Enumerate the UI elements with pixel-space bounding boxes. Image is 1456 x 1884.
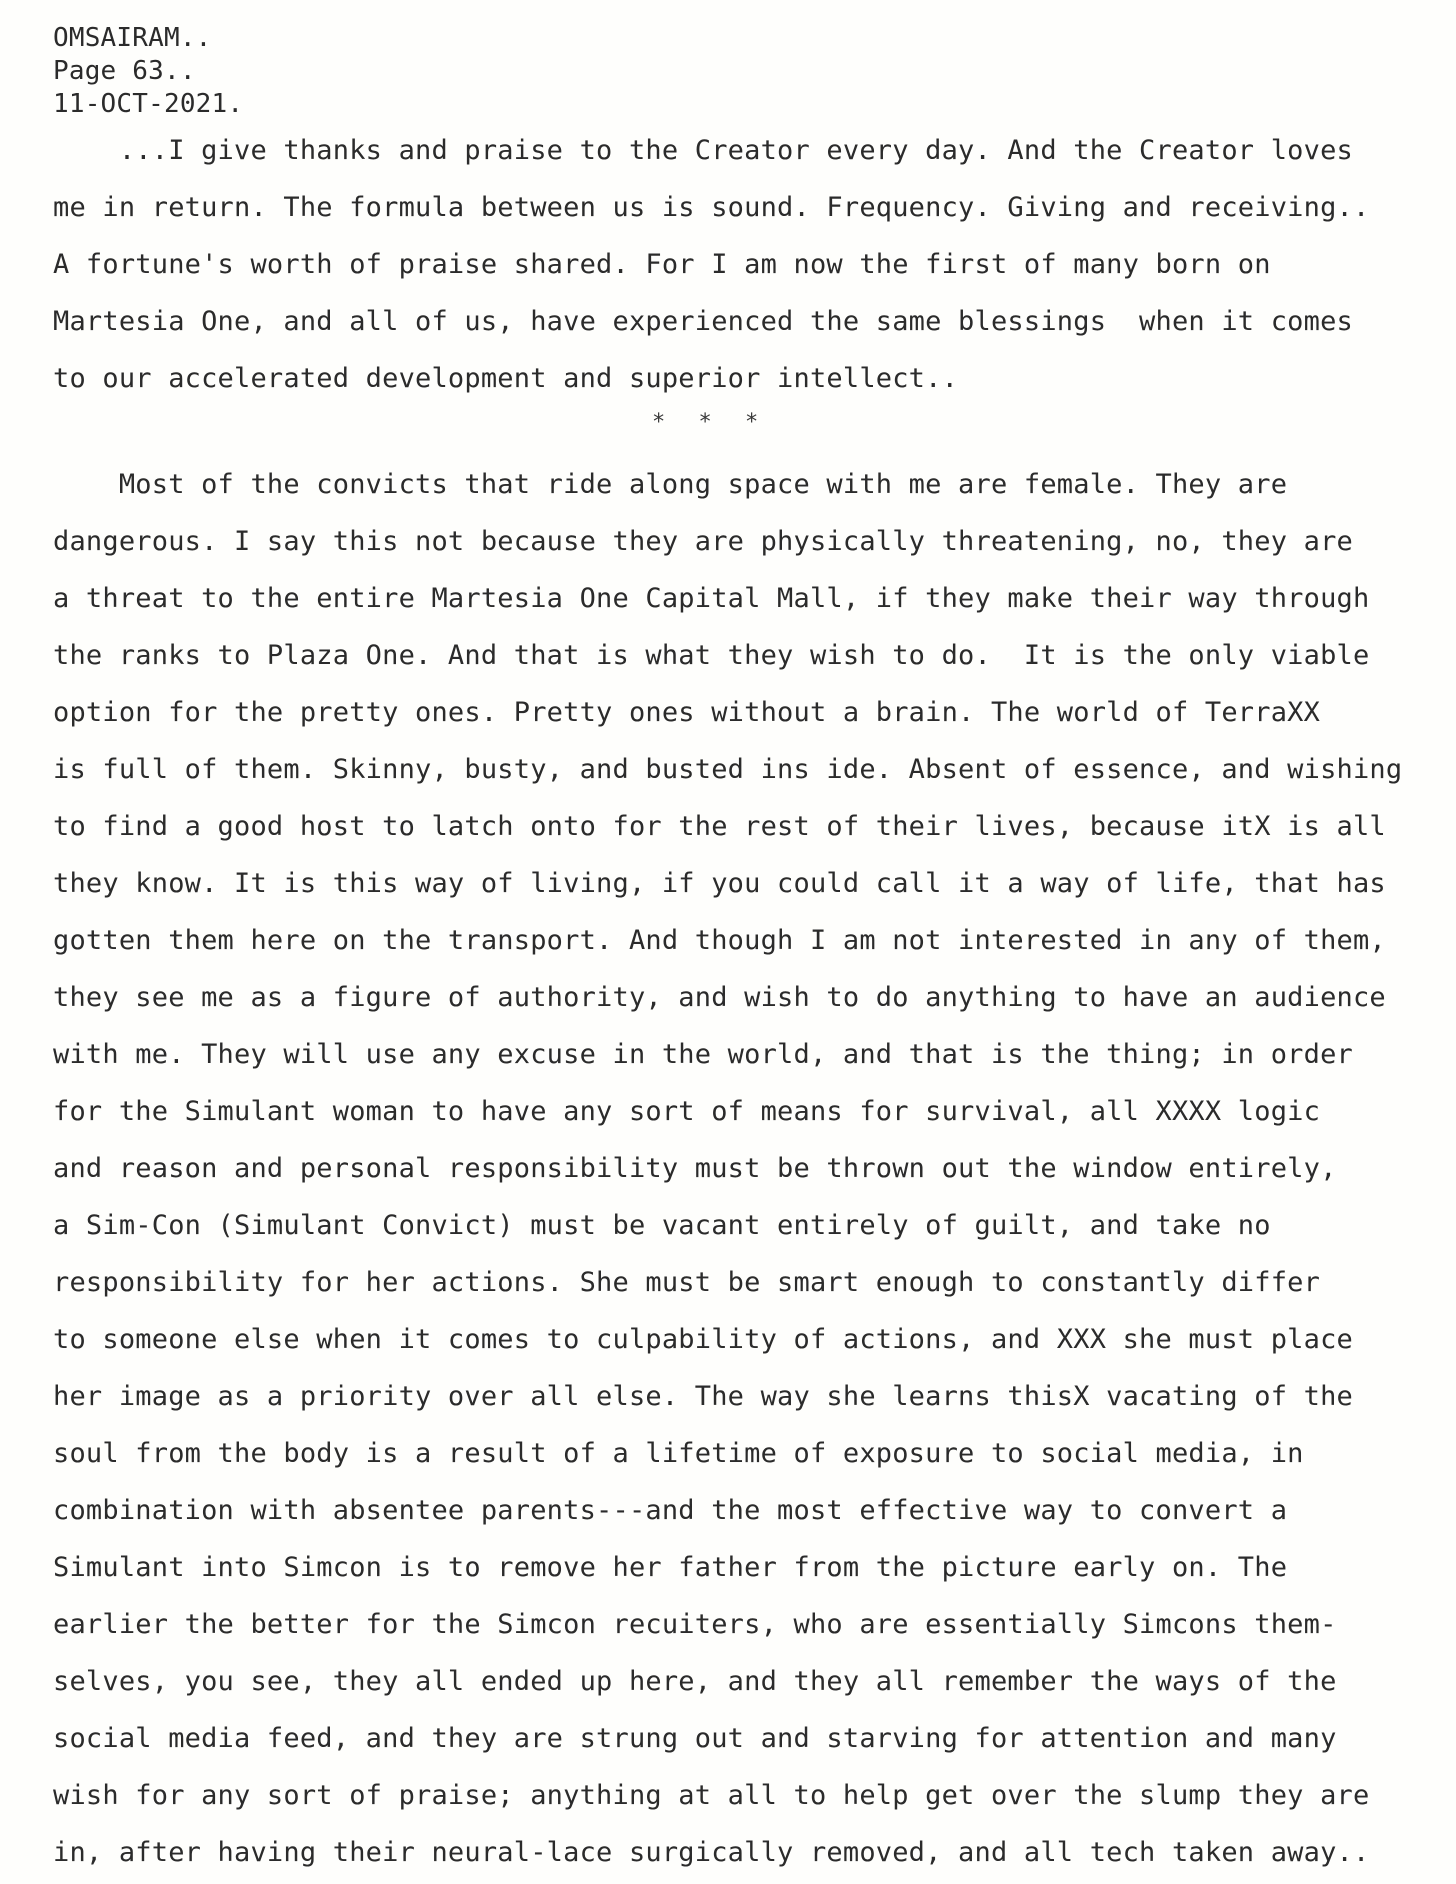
text-line: social media feed, and they are strung out and starving for attention and many (53, 1723, 1337, 1754)
page-header (53, 22, 243, 121)
text-line: combination with absentee parents---and the most effective way to convert a (53, 1495, 1288, 1526)
text-line: and reason and personal responsibility must be thrown out the window entirely, (53, 1153, 1337, 1184)
header-page-number: Page 63.. (53, 56, 196, 86)
text-line: earlier the better for the Simcon recuiters, who are essentially Simcons them- (53, 1609, 1337, 1640)
text-line: wish for any sort of praise; anything at all to help get over the slump they are (53, 1780, 1370, 1811)
text-line: me in return. The formula between us is sound. Frequency. Giving and receiving.. (53, 192, 1370, 223)
text-line: is full of them. Skinny, busty, and busted ins ide. Absent of essence, and wishing (53, 754, 1403, 785)
paragraph-1 (53, 122, 1453, 407)
text-line: a threat to the entire Martesia One Capital Mall, if they make their way through (53, 583, 1370, 614)
text-line: Simulant into Simcon is to remove her father from the picture early on. The (53, 1552, 1288, 1583)
text-line: Martesia One, and all of us, have experienced the same blessings when it comes (53, 306, 1353, 337)
text-line: they know. It is this way of living, if you could call it a way of life, that has (53, 868, 1386, 899)
text-line: ...I give thanks and praise to the Creator every day. And the Creator loves (53, 135, 1353, 166)
text-line: they see me as a figure of authority, and wish to do anything to have an audience (53, 982, 1386, 1013)
text-line: in, after having their neural-lace surgically removed, and all tech taken away.. (53, 1837, 1370, 1868)
text-line: gotten them here on the transport. And though I am not interested in any of them, (53, 925, 1386, 956)
text-line: with me. They will use any excuse in the world, and that is the thing; in order (53, 1039, 1353, 1070)
text-line: to our accelerated development and superior intellect.. (53, 363, 959, 394)
text-line: option for the pretty ones. Pretty ones without a brain. The world of TerraXX (53, 697, 1321, 728)
section-separator: * * * (652, 410, 769, 435)
header-line-1: OMSAIRAM.. (53, 23, 212, 53)
text-line: dangerous. I say this not because they are physically threatening, no, they are (53, 526, 1353, 557)
text-line: to find a good host to latch onto for the rest of their lives, because itX is all (53, 811, 1386, 842)
text-line: responsibility for her actions. She must be smart enough to constantly differ (53, 1267, 1321, 1298)
text-line: a Sim-Con (Simulant Convict) must be vacant entirely of guilt, and take no (53, 1210, 1271, 1241)
text-line: for the Simulant woman to have any sort of means for survival, all XXXX logic (53, 1096, 1321, 1127)
paragraph-2 (53, 456, 1453, 1881)
text-line: to someone else when it comes to culpability of actions, and XXX she must place (53, 1324, 1353, 1355)
text-line: soul from the body is a result of a lifetime of exposure to social media, in (53, 1438, 1304, 1469)
header-date: 11-OCT-2021. (53, 89, 244, 119)
text-line: selves, you see, they all ended up here, and they all remember the ways of the (53, 1666, 1337, 1697)
text-line: Most of the convicts that ride along space with me are female. They are (53, 469, 1288, 500)
text-line: her image as a priority over all else. The way she learns thisX vacating of the (53, 1381, 1353, 1412)
text-line: the ranks to Plaza One. And that is what they wish to do. It is the only viable (53, 640, 1370, 671)
text-line: A fortune's worth of praise shared. For I am now the first of many born on (53, 249, 1271, 280)
